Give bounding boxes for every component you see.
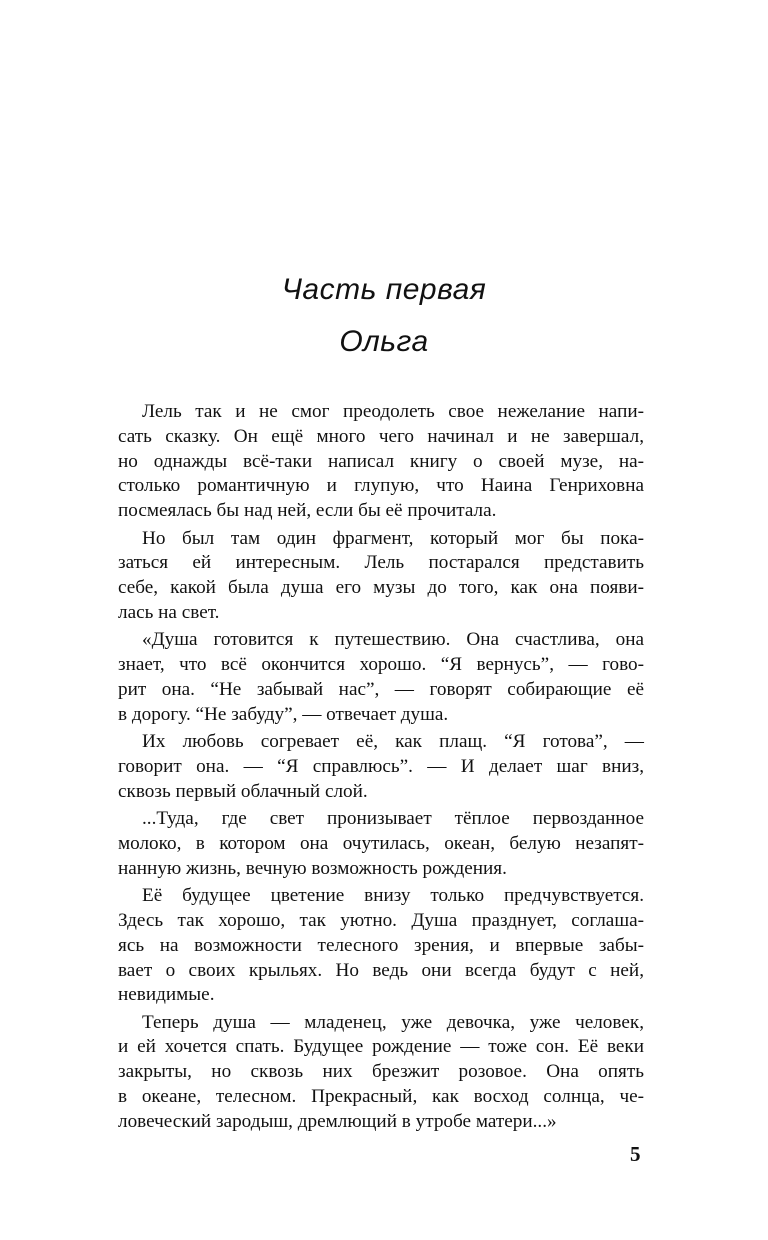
- text-line: сквозь первый облачный слой.: [118, 780, 368, 802]
- text-line: Но был там один фрагмент, который мог бы пока-: [142, 527, 644, 549]
- text-line: столько романтичную и глупую, что Наина Генриховна: [118, 475, 644, 497]
- text-line: невидимые.: [118, 984, 215, 1006]
- body-text: [118, 400, 644, 1137]
- part-title: Часть первая: [281, 273, 487, 306]
- text-line: в дорогу. “Не забуду”, — отвечает душа.: [118, 703, 449, 725]
- text-line: себе, какой была душа его музы до того, как она появи-: [118, 577, 644, 599]
- text-line: говорит она. — “Я справлюсь”. — И делает шаг вниз,: [118, 755, 644, 777]
- text-line: Их любовь согревает её, как плащ. “Я готова”, —: [142, 731, 644, 753]
- text-line: и ей хочется спать. Будущее рождение — тоже сон. Её веки: [118, 1036, 644, 1058]
- chapter-title: Ольга: [339, 325, 429, 358]
- text-line: рит она. “Не забывай нас”, — говорят собирающие её: [118, 678, 644, 700]
- paragraph-7: [118, 1011, 644, 1135]
- text-line: Лель так и не смог преодолеть свое нежелание напи-: [142, 401, 644, 422]
- text-line: молоко, в котором она очутилась, океан, белую незапят-: [118, 832, 644, 854]
- paragraph-6: [118, 884, 644, 1008]
- page-number: 5: [630, 1142, 641, 1166]
- text-line: знает, что всё окончится хорошо. “Я вернусь”, — гово-: [118, 654, 644, 676]
- text-line: закрыты, но сквозь них брезжит розовое. Она опять: [118, 1061, 644, 1083]
- text-line: вает о своих крыльях. Но ведь они всегда будут с ней,: [118, 959, 644, 981]
- paragraph-5: [118, 807, 644, 881]
- text-line: Здесь так хорошо, так уютно. Душа празднует, соглаша-: [118, 909, 644, 931]
- text-line: «Душа готовится к путешествию. Она счастлива, она: [142, 629, 644, 651]
- text-line: посмеялась бы над ней, если бы её прочитала.: [118, 500, 497, 522]
- paragraph-4: [118, 730, 644, 804]
- text-line: в океане, телесном. Прекрасный, как восход солнца, че-: [118, 1086, 644, 1108]
- text-line: Теперь душа — младенец, уже девочка, уже человек,: [142, 1011, 644, 1033]
- text-line: но однажды всё-таки написал книгу о своей музе, на-: [118, 450, 644, 472]
- text-line: сать сказку. Он ещё много чего начинал и не завершал,: [118, 425, 644, 447]
- paragraph-3: [118, 628, 644, 727]
- text-line: нанную жизнь, вечную возможность рождения.: [118, 857, 507, 879]
- paragraph-2: [118, 527, 644, 626]
- text-line: ловеческий зародыш, дремлющий в утробе матери...»: [118, 1110, 557, 1132]
- text-line: заться ей интересным. Лель постарался представить: [118, 552, 644, 574]
- paragraph-1: [118, 400, 644, 524]
- text-line: ясь на возможности телесного зрения, и впервые забы-: [118, 934, 644, 956]
- text-line: Её будущее цветение внизу только предчувствуется.: [142, 885, 644, 907]
- text-line: лась на свет.: [118, 601, 220, 623]
- text-line: ...Туда, где свет пронизывает тёплое первозданное: [142, 808, 644, 830]
